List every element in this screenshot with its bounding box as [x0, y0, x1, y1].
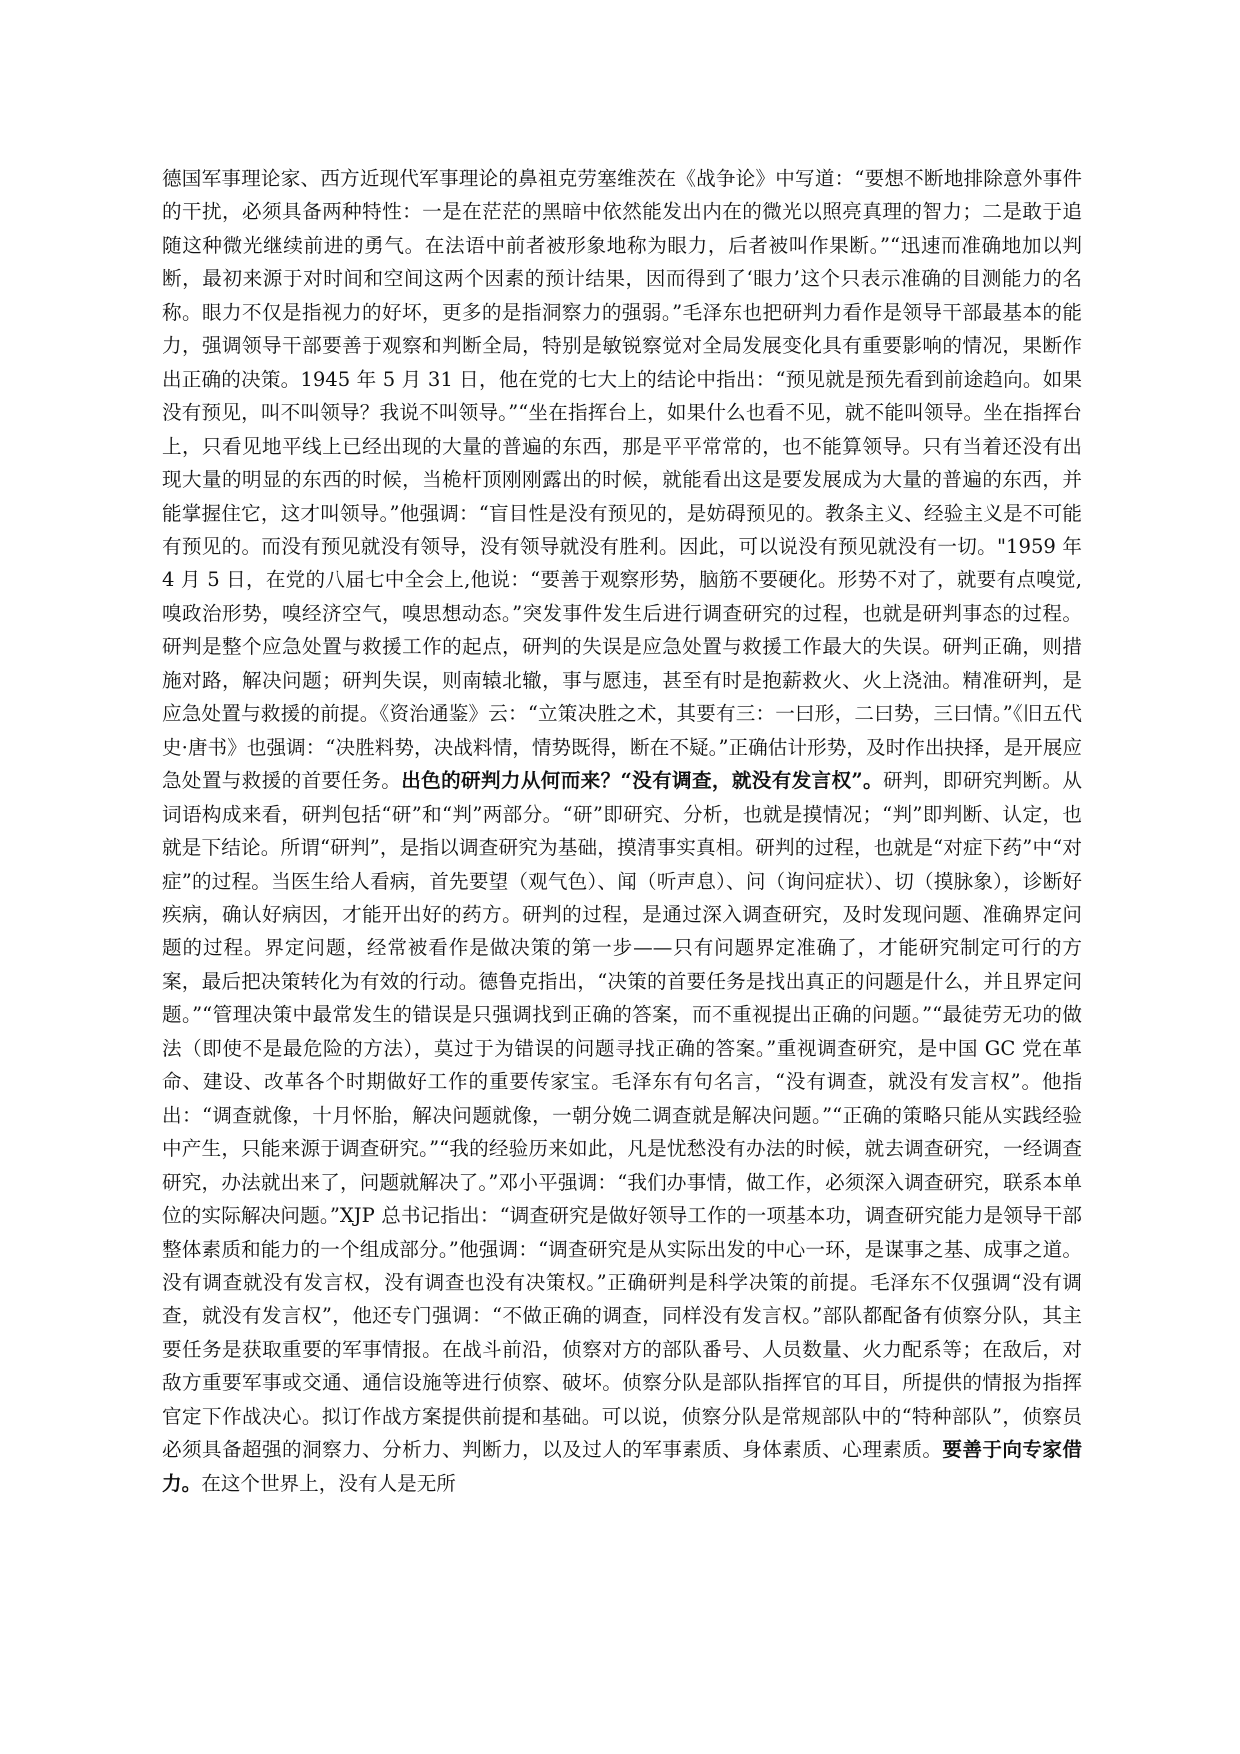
bold-heading-run: 出色的研判力从何而来？“没有调查，就没有发言权”。	[401, 769, 883, 793]
paragraph-text-run: 在这个世界上，没有人是无所	[201, 1471, 456, 1495]
paragraph-text-run: 德国军事理论家、西方近现代军事理论的鼻祖克劳塞维茨在《战争论》中写道：“要想不断地排除意外事件的干扰，必须具备两种特性：一是在茫茫的黑暗中依然能发出内在的微光以照亮真理的智力；二是敢于追随这种微光继续前进的勇气。在法语中前者被形象地称为眼力，后者被叫作果断。”“迅速而准确地加以判断，最初来源于对时间和空间这两个因素的预计结果，因而得到了‘眼力’这个只表示准确的目测能力的名称。眼力不仅是指视力的好坏，更多的是指洞察力的强弱。”毛泽东也把研判力看作是领导干部最基本的能力，强调领导干部要善于观察和判断全局，特别是敏锐察觉对全局发展变化具有重要影响的情况，果断作出正确的决策。1945 年 5 月 31 日，他在党的七大上的结论中指出：“预见就是预先看到前途趋向。如果没有预见，叫不叫领导？我说不叫领导。”“坐在指挥台上，如果什么也看不见，就不能叫领导。坐在指挥台上，只看见地平线上已经出现的大量的普遍的东西，那是平平常常的，也不能算领导。只有当着还没有出现大量的明显的东西的时候，当桅杆顶刚刚露出的时候，就能看出这是要发展成为大量的普遍的东西，并能掌握住它，这才叫领导。”他强调：“盲目性是没有预见的，是妨碍预见的。教条主义、经验主义是不可能有预见的。而没有预见就没有领导，没有领导就没有胜利。因此，可以说没有预见就没有一切。"1959 年 4 月 5 日，在党的八届七中全会上,他说：“要善于观察形势，脑筋不要硬化。形势不对了，就要有点嗅觉,嗅政治形势，嗅经济空气，嗅思想动态。”突发事件发生后进行调查研究的过程，也就是研判事态的过程。研判是整个应急处置与救援工作的起点，研判的失误是应急处置与救援工作最大的失误。研判正确，则措施对路，解决问题；研判失误，则南辕北辙，事与愿违，甚至有时是抱薪救火、火上浇油。精准研判，是应急处置与救援的前提。《资治通鉴》云：“立策决胜之术，其要有三：一曰形，二曰势，三曰情。”《旧五代史·唐书》也强调：“决胜料势，决战料情，情势既得，断在不疑。”正确估计形势，及时作出抉择，是开展应急处置与救援的首要任务。	[162, 167, 1082, 793]
body-paragraph	[162, 162, 1082, 1500]
bold-heading-run: 要善于向专家借力。	[162, 1438, 1083, 1495]
paragraph-text-run: 研判，即研究判断。从词语构成来看，研判包括“研”和“判”两部分。“研”即研究、分析，也就是摸情况；“判”即判断、认定，也就是下结论。所谓“研判”，是指以调查研究为基础，摸清事实真相。研判的过程，也就是“对症下药”中“对症”的过程。当医生给人看病，首先要望（观气色）、闻（听声息）、问（询问症状）、切（摸脉象），诊断好疾病，确认好病因，才能开出好的药方。研判的过程，是通过深入调查研究，及时发现问题、准确界定问题的过程。界定问题，经常被看作是做决策的第一步——只有问题界定准确了，才能研究制定可行的方案，最后把决策转化为有效的行动。德鲁克指出，“决策的首要任务是找出真正的问题是什么，并且界定问题。”“管理决策中最常发生的错误是只强调找到正确的答案，而不重视提出正确的问题。”“最徒劳无功的做法（即使不是最危险的方法），莫过于为错误的问题寻找正确的答案。”重视调查研究，是中国 GC 党在革命、建设、改革各个时期做好工作的重要传家宝。毛泽东有句名言，“没有调查，就没有发言权”。他指出：“调查就像，十月怀胎，解决问题就像，一朝分娩二调查就是解决问题。”“正确的策略只能从实践经验中产生，只能来源于调查研究。”“我的经验历来如此，凡是忧愁没有办法的时候，就去调查研究，一经调查研究，办法就出来了，问题就解决了。”邓小平强调：“我们办事情，做工作，必须深入调查研究，联系本单位的实际解决问题。”XJP 总书记指出：“调查研究是做好领导工作的一项基本功，调查研究能力是领导干部整体素质和能力的一个组成部分。”他强调：“调查研究是从实际出发的中心一环，是谋事之基、成事之道。没有调查就没有发言权，没有调查也没有决策权。”正确研判是科学决策的前提。毛泽东不仅强调“没有调查，就没有发言权”，他还专门强调：“不做正确的调查，同样没有发言权。”部队都配备有侦察分队，其主要任务是获取重要的军事情报。在战斗前沿，侦察对方的部队番号、人员数量、火力配系等；在敌后，对敌方重要军事或交通、通信设施等进行侦察、破坏。侦察分队是部队指挥官的耳目，所提供的情报为指挥官定下作战决心。拟订作战方案提供前提和基础。可以说，侦察分队是常规部队中的“特种部队”，侦察员必须具备超强的洞察力、分析力、判断力，以及过人的军事素质、身体素质、心理素质。	[162, 769, 1083, 1462]
